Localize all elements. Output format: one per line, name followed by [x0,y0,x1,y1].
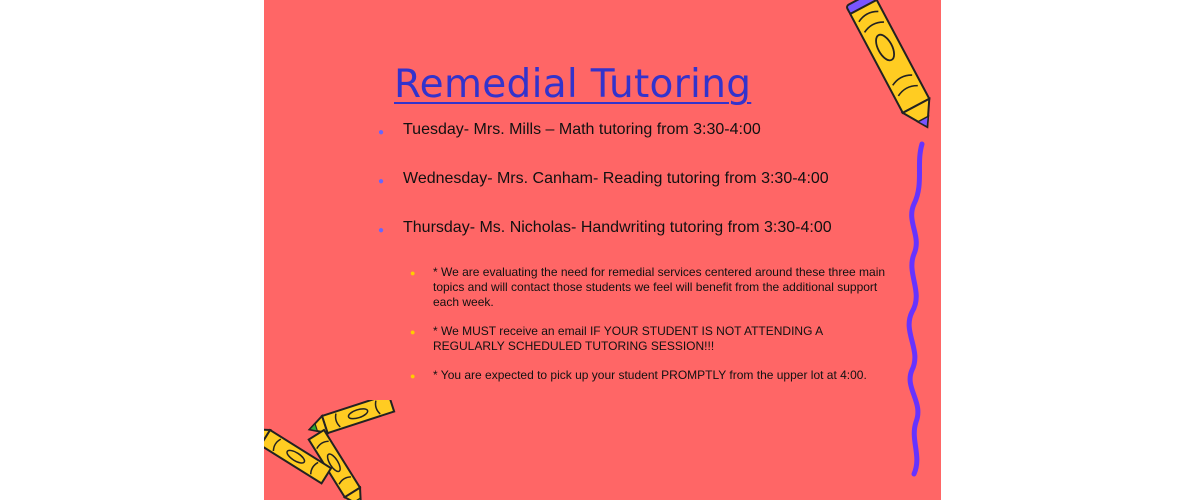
list-item [378,120,878,169]
bullet-icon: ● [378,176,385,187]
squiggle-line [864,140,941,480]
bullet-icon: ● [410,371,416,381]
list-item [378,218,878,267]
note-text: * You are expected to pick up your student PROMPTLY from the upper lot at 4:00. [433,368,867,382]
note-item [410,265,890,310]
note-item [410,324,890,354]
bullet-icon: ● [410,327,416,337]
bullet-icon: ● [378,127,385,138]
slide-title: Remedial Tutoring [394,62,752,107]
note-text: * We are evaluating the need for remedial services centered around these three main topics and will contact those students we feel will benefit from the additional support each week. [433,265,886,309]
crayon-icon [824,0,934,160]
bullet-icon: ● [410,268,416,278]
note-item [410,368,890,383]
crayons-icon [264,400,404,500]
list-item-text: Thursday- Ms. Nicholas- Handwriting tutoring from 3:30-4:00 [403,219,832,236]
bullet-icon: ● [378,225,385,236]
list-item-text: Wednesday- Mrs. Canham- Reading tutoring from 3:30-4:00 [403,170,829,187]
notes-list [410,265,890,397]
note-text: * We MUST receive an email IF YOUR STUDENT IS NOT ATTENDING A REGULARLY SCHEDULED TUTORING SESSION!!! [433,324,823,353]
schedule-list [378,120,878,267]
list-item-text: Tuesday- Mrs. Mills – Math tutoring from 3:30-4:00 [403,121,761,138]
slide [264,0,941,500]
list-item [378,169,878,218]
